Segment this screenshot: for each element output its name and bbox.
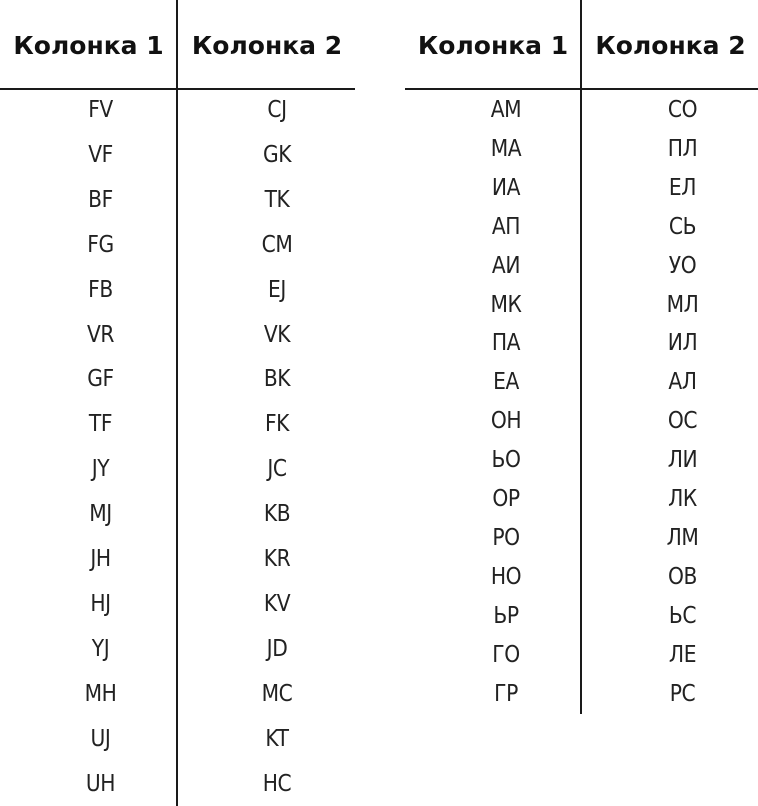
left-cell-col2: KB — [263, 501, 291, 528]
right-cell-col2: ЛИ — [667, 447, 698, 474]
left-cell-col1: UJ — [90, 725, 111, 752]
left-cell-col2: MC — [261, 680, 293, 707]
right-cell-col2: ЛМ — [666, 524, 699, 551]
right-cell-col1: АМ — [490, 97, 522, 123]
left-cell-col1: YJ — [91, 635, 110, 662]
left-cell-col2: GK — [262, 141, 292, 168]
left-cell-col2: CJ — [267, 97, 287, 123]
left-cell-col2: KV — [263, 590, 291, 617]
right-cell-col1: ГО — [492, 641, 520, 668]
right-cell-col2: СЬ — [668, 213, 697, 240]
right-cell-col1: ОР — [492, 486, 520, 512]
left-cell-col2: BK — [263, 366, 291, 393]
left-cell-col1: JY — [91, 456, 110, 483]
right-cell-col2: ЛЕ — [668, 641, 697, 668]
left-header-divider — [0, 88, 355, 90]
right-cell-col1: ПА — [491, 330, 521, 357]
left-cell-col1: HJ — [90, 590, 111, 617]
right-cell-col1: ОН — [490, 408, 522, 435]
left-cell-col1: TF — [88, 411, 113, 438]
left-header-col2: Колонка 2 — [191, 31, 343, 60]
left-cell-col1: BF — [88, 186, 113, 213]
right-cell-col1: ИА — [491, 174, 521, 201]
right-cell-col2: ПЛ — [667, 135, 698, 162]
right-cell-col2: РС — [669, 680, 696, 707]
right-cell-col1: МА — [490, 135, 522, 162]
left-cell-col1: VR — [86, 321, 115, 348]
right-cell-col1: МК — [490, 291, 522, 318]
left-cell-col2: TK — [264, 186, 290, 213]
right-header-divider — [405, 88, 758, 90]
right-cell-col1: ЕА — [493, 369, 519, 396]
left-cell-col2: CM — [261, 231, 293, 258]
left-cell-col1: MH — [84, 680, 117, 707]
right-cell-col2: ЛК — [668, 486, 697, 512]
right-cell-col1: АП — [491, 213, 521, 240]
left-cell-col2: JD — [266, 635, 288, 662]
right-cell-col1: РО — [492, 524, 520, 551]
left-cell-col1: MJ — [89, 501, 112, 528]
left-cell-col1: VF — [88, 141, 113, 168]
right-header-col1: Колонка 1 — [417, 31, 569, 60]
right-cell-col2: СО — [667, 97, 698, 123]
left-cell-col2: FK — [264, 411, 290, 438]
left-header-col1: Колонка 1 — [13, 31, 164, 60]
right-cell-col1: ЬР — [493, 602, 519, 629]
right-cell-col2: МЛ — [666, 291, 699, 318]
left-cell-col1: FB — [88, 276, 113, 303]
right-cell-col2: ИЛ — [667, 330, 698, 357]
right-cell-col1: НО — [490, 563, 522, 590]
left-cell-col2: KR — [263, 546, 291, 572]
left-cell-col1: UH — [85, 770, 116, 797]
left-cell-col1: JH — [90, 546, 111, 572]
left-cell-col1: GF — [87, 366, 114, 393]
left-cell-col2: KT — [265, 725, 289, 752]
right-cell-col2: ОВ — [668, 563, 697, 590]
right-cell-col2: УО — [668, 252, 697, 279]
left-cell-col2: EJ — [268, 276, 286, 303]
right-cell-col1: ГР — [494, 680, 518, 707]
right-cell-col2: ОС — [667, 408, 698, 435]
left-cell-col2: VK — [263, 321, 291, 348]
right-cell-col1: АИ — [491, 252, 521, 279]
left-cell-col2: HC — [262, 770, 292, 797]
right-cell-col2: АЛ — [668, 369, 697, 396]
right-cell-col1: ЬО — [491, 447, 521, 474]
right-cell-col2: ЕЛ — [668, 174, 697, 201]
right-cell-col2: ЬС — [668, 602, 697, 629]
left-cell-col2: JC — [267, 456, 287, 483]
right-header-col2: Колонка 2 — [595, 31, 746, 60]
left-cell-col1: FG — [87, 231, 114, 258]
left-cell-col1: FV — [88, 97, 113, 123]
